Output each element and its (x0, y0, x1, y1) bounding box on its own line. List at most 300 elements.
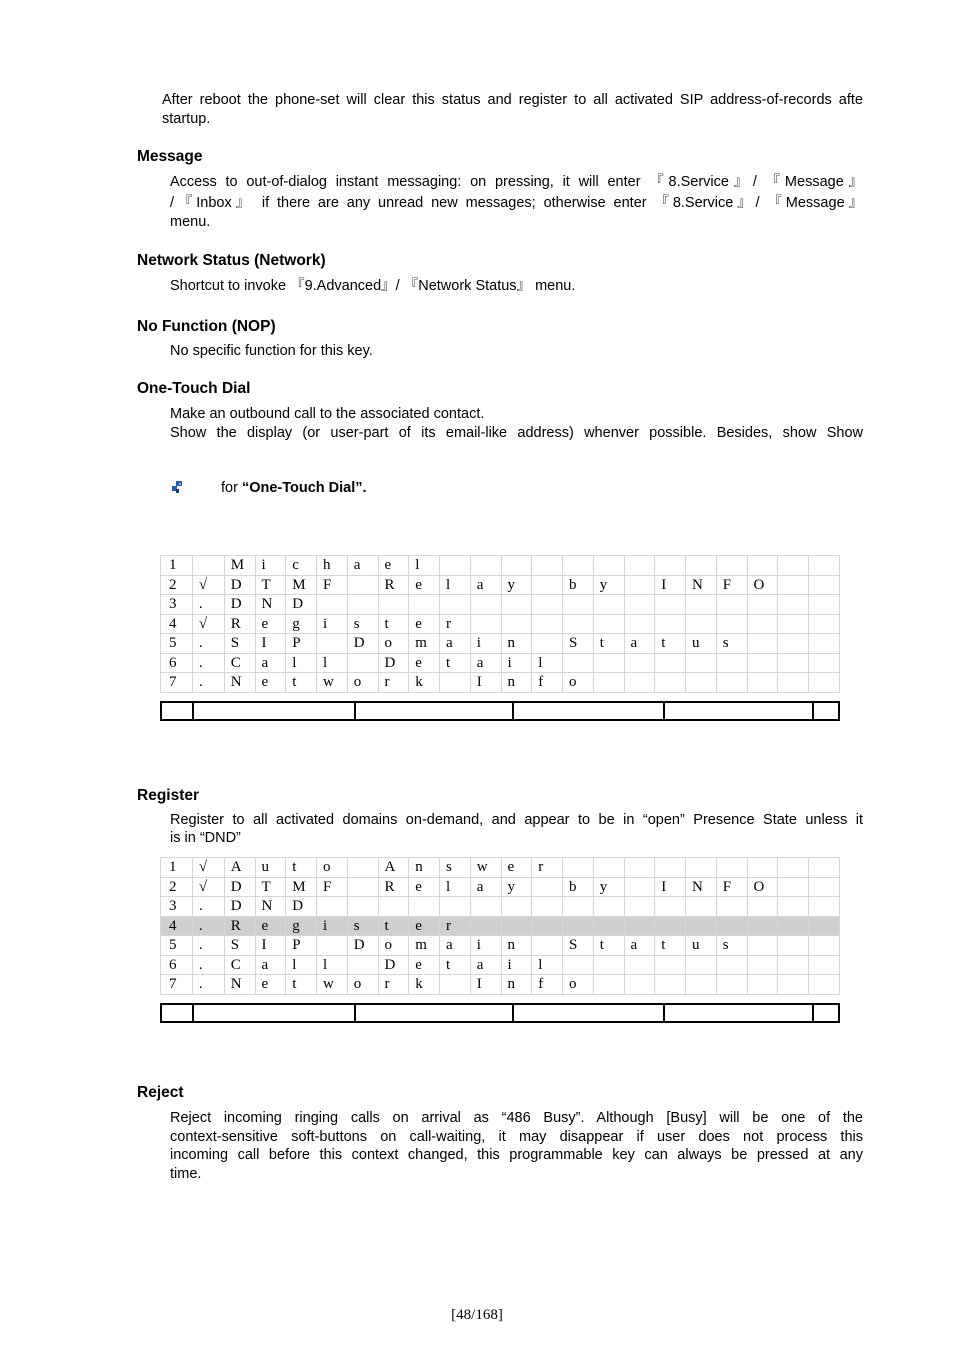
network-paragraph: Shortcut to invoke 『9.Advanced』/ 『Network Status』 menu. (170, 278, 576, 294)
reject-line-3: incoming call before this context changed, this programmable key can always be pressed at any (170, 1147, 863, 1163)
lcd-char: R (378, 575, 409, 595)
lcd-char (747, 673, 778, 693)
softkey-divider (663, 1005, 665, 1021)
lcd-char: M (224, 556, 255, 576)
intro-paragraph: After reboot the phone-set will clear this status and register to all activated SIP address-of-records afte startup. (162, 92, 863, 127)
lcd-char (501, 556, 532, 576)
lcd-char (532, 916, 563, 936)
lcd-char: l (317, 955, 348, 975)
lcd-char (809, 614, 840, 634)
softkey-divider (354, 703, 356, 719)
lcd-char (501, 916, 532, 936)
lcd-row (161, 858, 840, 878)
lcd-char: w (470, 858, 501, 878)
lcd-char (563, 955, 594, 975)
heading-reject: Reject (137, 1084, 184, 1101)
lcd-display-register (160, 857, 840, 995)
lcd-char (317, 897, 348, 917)
lcd-char (778, 634, 809, 654)
lcd-char (347, 653, 378, 673)
lcd-char (593, 858, 624, 878)
lcd-char (593, 556, 624, 576)
lcd-char: m (409, 936, 440, 956)
lcd-char (747, 916, 778, 936)
lcd-char (716, 614, 747, 634)
lcd-char (686, 595, 717, 615)
lcd-char: I (470, 673, 501, 693)
lcd-char: a (470, 575, 501, 595)
lcd-status-mark: . (192, 595, 224, 615)
one-touch-line-1: Make an outbound call to the associated contact. (170, 406, 485, 422)
lcd-char (778, 614, 809, 634)
lcd-char: f (532, 975, 563, 995)
lcd-char: t (440, 653, 471, 673)
lcd-char: h (317, 556, 348, 576)
lcd-char: r (440, 614, 471, 634)
lcd-char (655, 595, 686, 615)
lcd-char (501, 614, 532, 634)
lcd-status-mark: . (192, 673, 224, 693)
lcd-char (532, 897, 563, 917)
lcd-char: S (224, 936, 255, 956)
lcd-char: D (286, 595, 317, 615)
lcd-char (778, 916, 809, 936)
lcd-char (347, 955, 378, 975)
lcd-char: k (409, 673, 440, 693)
lcd-char: e (255, 916, 286, 936)
lcd-char (440, 595, 471, 615)
lcd-char: a (624, 936, 655, 956)
lcd-row (161, 877, 840, 897)
lcd-char (532, 575, 563, 595)
lcd-char (778, 595, 809, 615)
lcd-status-mark (192, 556, 224, 576)
one-touch-line-2: Show the display (or user-part of its email-like address) whenver possible. Besides, show Show (170, 425, 863, 441)
lcd-char (716, 858, 747, 878)
lcd-char (655, 653, 686, 673)
message-paragraph (170, 173, 863, 232)
lcd-char: P (286, 936, 317, 956)
lcd-char: S (224, 634, 255, 654)
lcd-char: t (440, 955, 471, 975)
lcd-line-number: 6 (161, 955, 193, 975)
lcd-char (409, 897, 440, 917)
lcd-char (655, 955, 686, 975)
lcd-char: l (440, 877, 471, 897)
nop-paragraph: No specific function for this key. (170, 343, 373, 359)
lcd-char (655, 556, 686, 576)
lcd-char: s (716, 634, 747, 654)
softkey-divider (192, 703, 194, 719)
lcd-row (161, 575, 840, 595)
lcd-char: N (686, 575, 717, 595)
lcd-char (747, 936, 778, 956)
lcd-char (655, 673, 686, 693)
lcd-char (778, 858, 809, 878)
lcd-char: e (255, 673, 286, 693)
lcd-char: b (563, 575, 594, 595)
softkey-divider (812, 703, 814, 719)
lcd-char (563, 897, 594, 917)
lcd-char (563, 595, 594, 615)
lcd-char: D (286, 897, 317, 917)
lcd-char (593, 595, 624, 615)
message-line-2: /『Inbox』 if there are any unread new messages; otherwise enter 『8.Service』/ 『Message』 (170, 195, 863, 211)
lcd-char: t (593, 936, 624, 956)
lcd-char: n (501, 936, 532, 956)
lcd-char: e (409, 575, 440, 595)
lcd-char: o (378, 634, 409, 654)
lcd-row (161, 916, 840, 936)
lcd-char (440, 897, 471, 917)
lcd-char: l (532, 653, 563, 673)
lcd-char (747, 897, 778, 917)
softkey-divider (663, 703, 665, 719)
lcd-char: A (378, 858, 409, 878)
lcd-char: n (501, 975, 532, 995)
lcd-char: M (286, 877, 317, 897)
lcd-status-mark: . (192, 975, 224, 995)
lcd-char: l (409, 556, 440, 576)
lcd-row (161, 653, 840, 673)
lcd-char (716, 975, 747, 995)
lcd-status-mark: . (192, 936, 224, 956)
heading-no-function: No Function (NOP) (137, 318, 276, 335)
lcd-char (347, 858, 378, 878)
lcd-char: o (563, 673, 594, 693)
lcd-char: a (470, 955, 501, 975)
lcd-char: R (224, 916, 255, 936)
lcd-char (563, 614, 594, 634)
lcd-char: D (378, 955, 409, 975)
lcd-line-number: 3 (161, 897, 193, 917)
lcd-char: D (347, 936, 378, 956)
lcd-char: a (624, 634, 655, 654)
lcd-char (686, 673, 717, 693)
lcd-char: D (224, 575, 255, 595)
lcd-char: N (686, 877, 717, 897)
lcd-char (809, 673, 840, 693)
lcd-char: i (501, 653, 532, 673)
lcd-char: t (655, 634, 686, 654)
lcd-char: r (440, 916, 471, 936)
lcd-char (347, 595, 378, 615)
softkey-divider (192, 1005, 194, 1021)
lcd-row (161, 955, 840, 975)
lcd-char (470, 556, 501, 576)
lcd-char: F (716, 575, 747, 595)
lcd-char (686, 653, 717, 673)
lcd-char: w (317, 975, 348, 995)
lcd-char (593, 916, 624, 936)
lcd-char: g (286, 614, 317, 634)
lcd-char: a (255, 653, 286, 673)
lcd-char: D (347, 634, 378, 654)
lcd-char: A (224, 858, 255, 878)
lcd-char (778, 673, 809, 693)
lcd-char (716, 955, 747, 975)
lcd-char (470, 897, 501, 917)
lcd-char (593, 614, 624, 634)
lcd-char: y (593, 877, 624, 897)
lcd-char: S (563, 936, 594, 956)
lcd-char: k (409, 975, 440, 995)
lcd-line-number: 7 (161, 975, 193, 995)
lcd-char (686, 916, 717, 936)
lcd-char: i (255, 556, 286, 576)
lcd-char (809, 975, 840, 995)
lcd-char: s (716, 936, 747, 956)
lcd-char: a (347, 556, 378, 576)
lcd-line-number: 7 (161, 673, 193, 693)
softkey-divider (512, 1005, 514, 1021)
lcd-char (624, 614, 655, 634)
lcd-char (778, 897, 809, 917)
lcd-char: m (409, 634, 440, 654)
speed-dial-icon (170, 480, 184, 494)
lcd-row (161, 975, 840, 995)
lcd-char (655, 614, 686, 634)
lcd-char: F (317, 877, 348, 897)
lcd-char: u (686, 634, 717, 654)
lcd-char (532, 595, 563, 615)
heading-message: Message (137, 148, 203, 165)
lcd-char (624, 653, 655, 673)
lcd-char (532, 936, 563, 956)
lcd-row (161, 614, 840, 634)
lcd-char (809, 897, 840, 917)
register-paragraph (170, 811, 863, 847)
lcd-char (686, 897, 717, 917)
lcd-char: r (378, 975, 409, 995)
lcd-char (409, 595, 440, 615)
lcd-char: b (563, 877, 594, 897)
lcd-char: F (317, 575, 348, 595)
lcd-char: i (317, 614, 348, 634)
lcd-char (716, 897, 747, 917)
lcd-line-number: 3 (161, 595, 193, 615)
lcd-row (161, 556, 840, 576)
lcd-char: r (378, 673, 409, 693)
softkey-row-register (160, 1003, 840, 1023)
heading-register: Register (137, 787, 200, 804)
lcd-char (778, 556, 809, 576)
lcd-char (440, 673, 471, 693)
lcd-char (716, 595, 747, 615)
lcd-char: s (440, 858, 471, 878)
lcd-char (470, 916, 501, 936)
lcd-char: a (255, 955, 286, 975)
lcd-char (378, 897, 409, 917)
lcd-status-mark: . (192, 653, 224, 673)
lcd-char (809, 634, 840, 654)
lcd-char: T (255, 575, 286, 595)
lcd-char: o (347, 975, 378, 995)
lcd-char (624, 858, 655, 878)
register-line-1: Register to all activated domains on-demand, and appear to be in “open” Presence State unless it (170, 812, 863, 828)
lcd-char (317, 595, 348, 615)
lcd-char: e (255, 975, 286, 995)
lcd-char: D (224, 595, 255, 615)
one-touch-for-prefix: for (221, 480, 242, 496)
lcd-char: D (378, 653, 409, 673)
lcd-char: I (470, 975, 501, 995)
lcd-char (593, 975, 624, 995)
lcd-char: I (255, 936, 286, 956)
lcd-char: N (255, 897, 286, 917)
lcd-char (563, 858, 594, 878)
lcd-char (809, 916, 840, 936)
lcd-char (747, 614, 778, 634)
lcd-char (563, 653, 594, 673)
lcd-char (716, 673, 747, 693)
lcd-char: n (409, 858, 440, 878)
lcd-char (809, 877, 840, 897)
lcd-char: e (378, 556, 409, 576)
lcd-char (624, 595, 655, 615)
page-number: [48/168] (451, 1307, 503, 1323)
lcd-row (161, 897, 840, 917)
softkey-divider (512, 703, 514, 719)
lcd-char (809, 858, 840, 878)
lcd-char: F (716, 877, 747, 897)
lcd-char: o (563, 975, 594, 995)
lcd-char (440, 556, 471, 576)
lcd-char: l (532, 955, 563, 975)
lcd-char (778, 936, 809, 956)
lcd-char (624, 575, 655, 595)
lcd-char: i (501, 955, 532, 975)
heading-one-touch-dial: One-Touch Dial (137, 380, 251, 397)
lcd-char: S (563, 634, 594, 654)
lcd-status-mark: √ (192, 858, 224, 878)
lcd-char (347, 897, 378, 917)
lcd-char (655, 975, 686, 995)
register-line-2: is in “DND” (170, 830, 241, 846)
lcd-char: T (255, 877, 286, 897)
lcd-char: O (747, 877, 778, 897)
lcd-row (161, 673, 840, 693)
lcd-char: N (224, 975, 255, 995)
lcd-char (655, 897, 686, 917)
lcd-char (778, 575, 809, 595)
lcd-char (747, 595, 778, 615)
lcd-char (563, 556, 594, 576)
lcd-char: I (655, 877, 686, 897)
lcd-char (809, 575, 840, 595)
lcd-char (317, 936, 348, 956)
lcd-char: N (255, 595, 286, 615)
lcd-status-mark: √ (192, 575, 224, 595)
lcd-char: w (317, 673, 348, 693)
lcd-char (747, 653, 778, 673)
lcd-char (532, 556, 563, 576)
reject-line-2: context-sensitive soft-buttons on call-waiting, it may disappear if user does not process this (170, 1128, 863, 1145)
lcd-char (532, 877, 563, 897)
lcd-display-one-touch (160, 555, 840, 693)
lcd-char (686, 614, 717, 634)
lcd-status-mark: . (192, 955, 224, 975)
lcd-char: e (255, 614, 286, 634)
lcd-line-number: 1 (161, 858, 193, 878)
lcd-char: y (501, 877, 532, 897)
lcd-char (778, 975, 809, 995)
lcd-char (716, 653, 747, 673)
lcd-char: t (593, 634, 624, 654)
lcd-char (809, 955, 840, 975)
reject-line-1: Reject incoming ringing calls on arrival as “486 Busy”. Although [Busy] will be one of the (170, 1110, 863, 1126)
lcd-char (778, 877, 809, 897)
lcd-char: u (686, 936, 717, 956)
lcd-char: l (440, 575, 471, 595)
lcd-char: N (224, 673, 255, 693)
lcd-char: t (286, 858, 317, 878)
lcd-char: P (286, 634, 317, 654)
lcd-char: O (747, 575, 778, 595)
lcd-char: R (378, 877, 409, 897)
lcd-char (655, 916, 686, 936)
lcd-line-number: 2 (161, 575, 193, 595)
reject-line-4: time. (170, 1165, 202, 1182)
heading-network-status: Network Status (Network) (137, 252, 326, 269)
lcd-char (686, 975, 717, 995)
lcd-line-number: 5 (161, 634, 193, 654)
lcd-char (317, 634, 348, 654)
lcd-char: M (286, 575, 317, 595)
reject-paragraph (170, 1109, 863, 1183)
lcd-char: y (501, 575, 532, 595)
lcd-char: D (224, 877, 255, 897)
lcd-row (161, 595, 840, 615)
softkey-divider (354, 1005, 356, 1021)
lcd-char: t (378, 916, 409, 936)
lcd-char: e (409, 916, 440, 936)
lcd-line-number: 6 (161, 653, 193, 673)
lcd-char (593, 673, 624, 693)
lcd-char (747, 858, 778, 878)
lcd-line-number: 5 (161, 936, 193, 956)
lcd-char: s (347, 916, 378, 936)
lcd-char (347, 877, 378, 897)
lcd-char: t (655, 936, 686, 956)
message-line-3: menu. (170, 214, 211, 230)
lcd-char: i (470, 634, 501, 654)
lcd-char: R (224, 614, 255, 634)
lcd-char (593, 897, 624, 917)
lcd-char: e (409, 653, 440, 673)
one-touch-for-line (221, 479, 367, 498)
lcd-line-number: 4 (161, 916, 193, 936)
lcd-row (161, 936, 840, 956)
lcd-status-mark: . (192, 634, 224, 654)
lcd-char: D (224, 897, 255, 917)
lcd-line-number: 4 (161, 614, 193, 634)
lcd-char: e (409, 614, 440, 634)
lcd-char (809, 595, 840, 615)
lcd-char (778, 653, 809, 673)
lcd-char: l (286, 653, 317, 673)
lcd-char (686, 955, 717, 975)
lcd-char (686, 858, 717, 878)
lcd-char (747, 556, 778, 576)
lcd-line-number: 2 (161, 877, 193, 897)
lcd-char (563, 916, 594, 936)
lcd-char (624, 673, 655, 693)
lcd-char (747, 975, 778, 995)
lcd-char: y (593, 575, 624, 595)
lcd-char (378, 595, 409, 615)
lcd-status-mark: √ (192, 614, 224, 634)
